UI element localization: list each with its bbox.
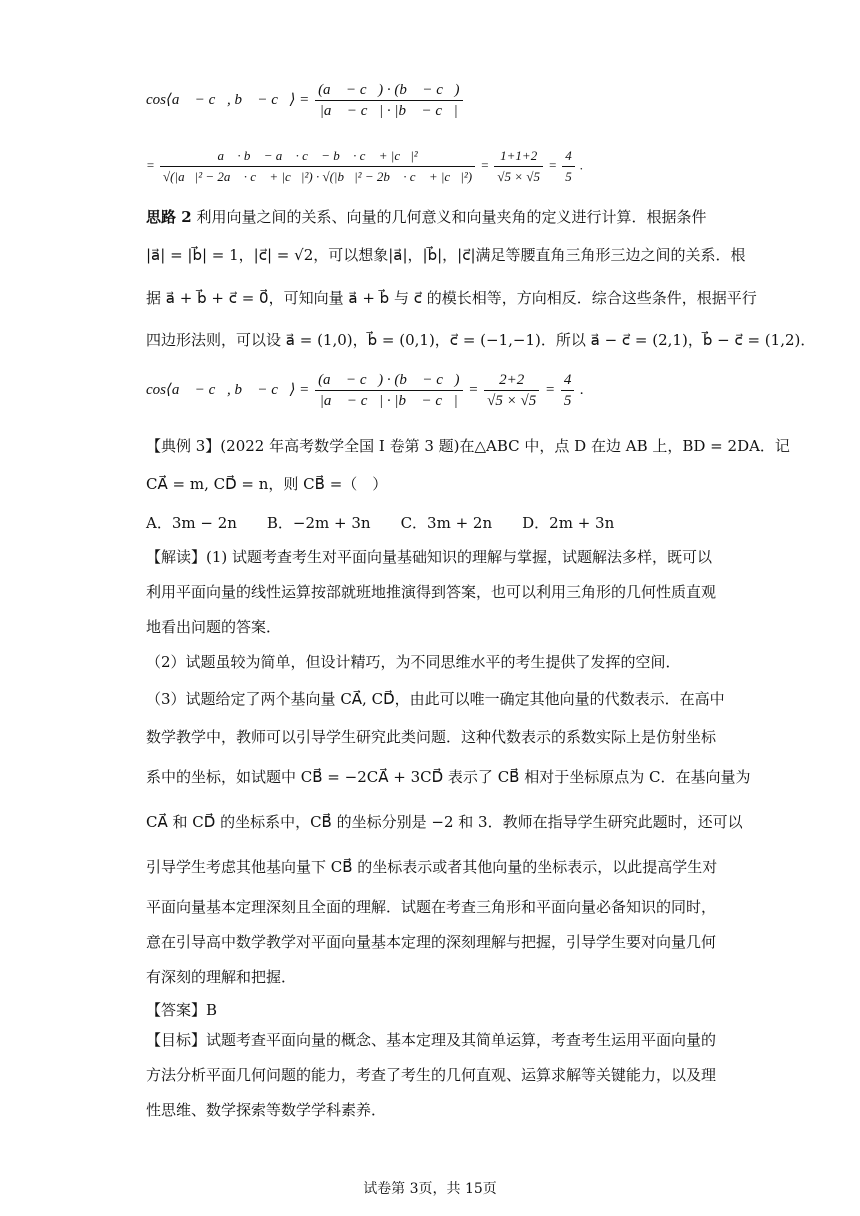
formula-fraction-expanded — [160, 146, 475, 187]
fraction-numerator: 2+2 — [484, 370, 539, 391]
mubiao-line2: 方法分析平面几何问题的能力，考查了考生的几何直观、运算求解等关键能力，以及理 — [146, 1066, 717, 1084]
formula-fraction-numeric — [484, 370, 539, 411]
jiedu-line9: 引导学生考虑其他基向量下 CB⃗ 的坐标表示或者其他向量的坐标表示，以此提高学生对 — [146, 858, 718, 876]
formula-cos-result — [146, 370, 584, 411]
example-line1: 【典例 3】(2022 年高考数学全国 I 卷第 3 题)在△ABC 中，点 D 在边 AB 上，BD = 2DA．记 — [146, 437, 790, 455]
formula-end: . — [580, 381, 584, 398]
fraction-numerator: 4 — [562, 146, 575, 167]
formula-fraction — [315, 370, 462, 411]
answer-label: 【答案】B — [146, 1001, 218, 1019]
silu2-text: 利用向量之间的关系、向量的几何意义和向量夹角的定义进行计算．根据条件 — [196, 208, 707, 226]
page-footer: 试卷第 3页，共 15页 — [363, 1181, 497, 1197]
example-line2: CA⃗ = m, CD⃗ = n，则 CB⃗ =（ ） — [146, 475, 388, 493]
formula-eq: = — [146, 157, 155, 173]
fraction-denominator: √5 × √5 — [487, 393, 537, 409]
silu2-line4: 四边形法则，可以设 a⃗ = (1,0)，b⃗ = (0,1)，c⃗ = (−1,−1)．所以 a⃗ − c⃗ = (2,1)，b⃗ − c⃗ = (1,2)． — [146, 331, 816, 349]
answer-options: A．3m − 2n B．−2m + 3n C．3m + 2n D．2m + 3n — [146, 514, 615, 532]
fraction-denominator: |a⃗ − c⃗| · |b⃗ − c⃗| — [319, 393, 458, 409]
fraction-numerator: (a⃗ − c⃗) · (b⃗ − c⃗) — [315, 370, 462, 391]
formula-fraction-result — [561, 370, 575, 411]
fraction-denominator: 5 — [563, 393, 572, 409]
jiedu-line7: 系中的坐标，如试题中 CB⃗ = −2CA⃗ + 3CD⃗ 表示了 CB⃗ 相对于坐标原点为 C．在基向量为 — [146, 768, 751, 786]
fraction-denominator: 5 — [565, 169, 572, 184]
formula-end: . — [579, 157, 584, 173]
formula-eq: = — [468, 381, 479, 398]
silu2-line1 — [146, 207, 706, 227]
formula-cos-definition — [146, 80, 465, 121]
jiedu-line12: 有深刻的理解和把握． — [146, 968, 297, 986]
fraction-denominator: √5 × √5 — [497, 169, 540, 184]
jiedu-line8: CA⃗ 和 CD⃗ 的坐标系中，CB⃗ 的坐标分别是 −2 和 3．教师在指导学生研究此题时，还可以 — [146, 813, 743, 831]
silu2-title: 思路 2 — [146, 208, 192, 226]
silu2-line3: 据 a⃗ + b⃗ + c⃗ = 0⃗，可知向量 a⃗ + b⃗ 与 c⃗ 的模长相等，方向相反．综合这些条件，根据平行 — [146, 289, 757, 307]
formula-fraction-result — [562, 146, 575, 187]
jiedu-line10: 平面向量基本定理深刻且全面的理解．试题在考查三角形和平面向量必备知识的同时， — [146, 898, 717, 916]
jiedu-line5: （3）试题给定了两个基向量 CA⃗, CD⃗，由此可以唯一确定其他向量的代数表示．在高中 — [146, 690, 725, 708]
fraction-denominator: √(|a⃗|² − 2a⃗ · c⃗ + |c⃗|²) · √(|b⃗|² − 2b⃗ · c⃗ + |c⃗|²) — [163, 169, 473, 184]
fraction-denominator: |a⃗ − c⃗| · |b⃗ − c⃗| — [319, 103, 458, 119]
jiedu-line2: 利用平面向量的线性运算按部就班地推演得到答案，也可以利用三角形的几何性质直观 — [146, 583, 717, 601]
formula-left: cos⟨a⃗ − c⃗, b⃗ − c⃗⟩ = — [146, 91, 310, 108]
mubiao-line1: 【目标】试题考查平面向量的概念、基本定理及其简单运算，考查考生运用平面向量的 — [146, 1031, 717, 1049]
fraction-numerator: 1+1+2 — [494, 146, 543, 167]
mubiao-line3: 性思维、数学探索等数学学科素养． — [146, 1101, 387, 1119]
formula-fraction — [315, 80, 462, 121]
formula-eq: = — [548, 157, 557, 173]
formula-fraction-numeric — [494, 146, 543, 187]
jiedu-line11: 意在引导高中数学教学对平面向量基本定理的深刻理解与把握，引导学生要对向量几何 — [146, 933, 717, 951]
jiedu-line3: 地看出问题的答案． — [146, 618, 282, 636]
fraction-numerator: (a⃗ − c⃗) · (b⃗ − c⃗) — [315, 80, 462, 101]
formula-left: cos⟨a⃗ − c⃗, b⃗ − c⃗⟩ = — [146, 381, 310, 398]
fraction-numerator: a⃗ · b⃗ − a⃗ · c⃗ − b⃗ · c⃗ + |c⃗|² — [160, 146, 475, 167]
jiedu-line6: 数学教学中，教师可以引导学生研究此类问题．这种代数表示的系数实际上是仿射坐标 — [146, 728, 717, 746]
jiedu-line1: 【解读】(1) 试题考查考生对平面向量基础知识的理解与掌握，试题解法多样，既可以 — [146, 548, 713, 566]
silu2-line2: |a⃗| = |b⃗| = 1，|c⃗| = √2，可以想象|a⃗|，|b⃗|，|c⃗|满足等腰直角三角形三边之间的关系．根 — [146, 246, 746, 264]
fraction-numerator: 4 — [561, 370, 575, 391]
formula-eq: = — [480, 157, 490, 173]
formula-eq: = — [545, 381, 556, 398]
formula-expanded — [146, 146, 583, 187]
jiedu-line4: （2）试题虽较为简单，但设计精巧，为不同思维水平的考生提供了发挥的空间． — [146, 653, 681, 671]
